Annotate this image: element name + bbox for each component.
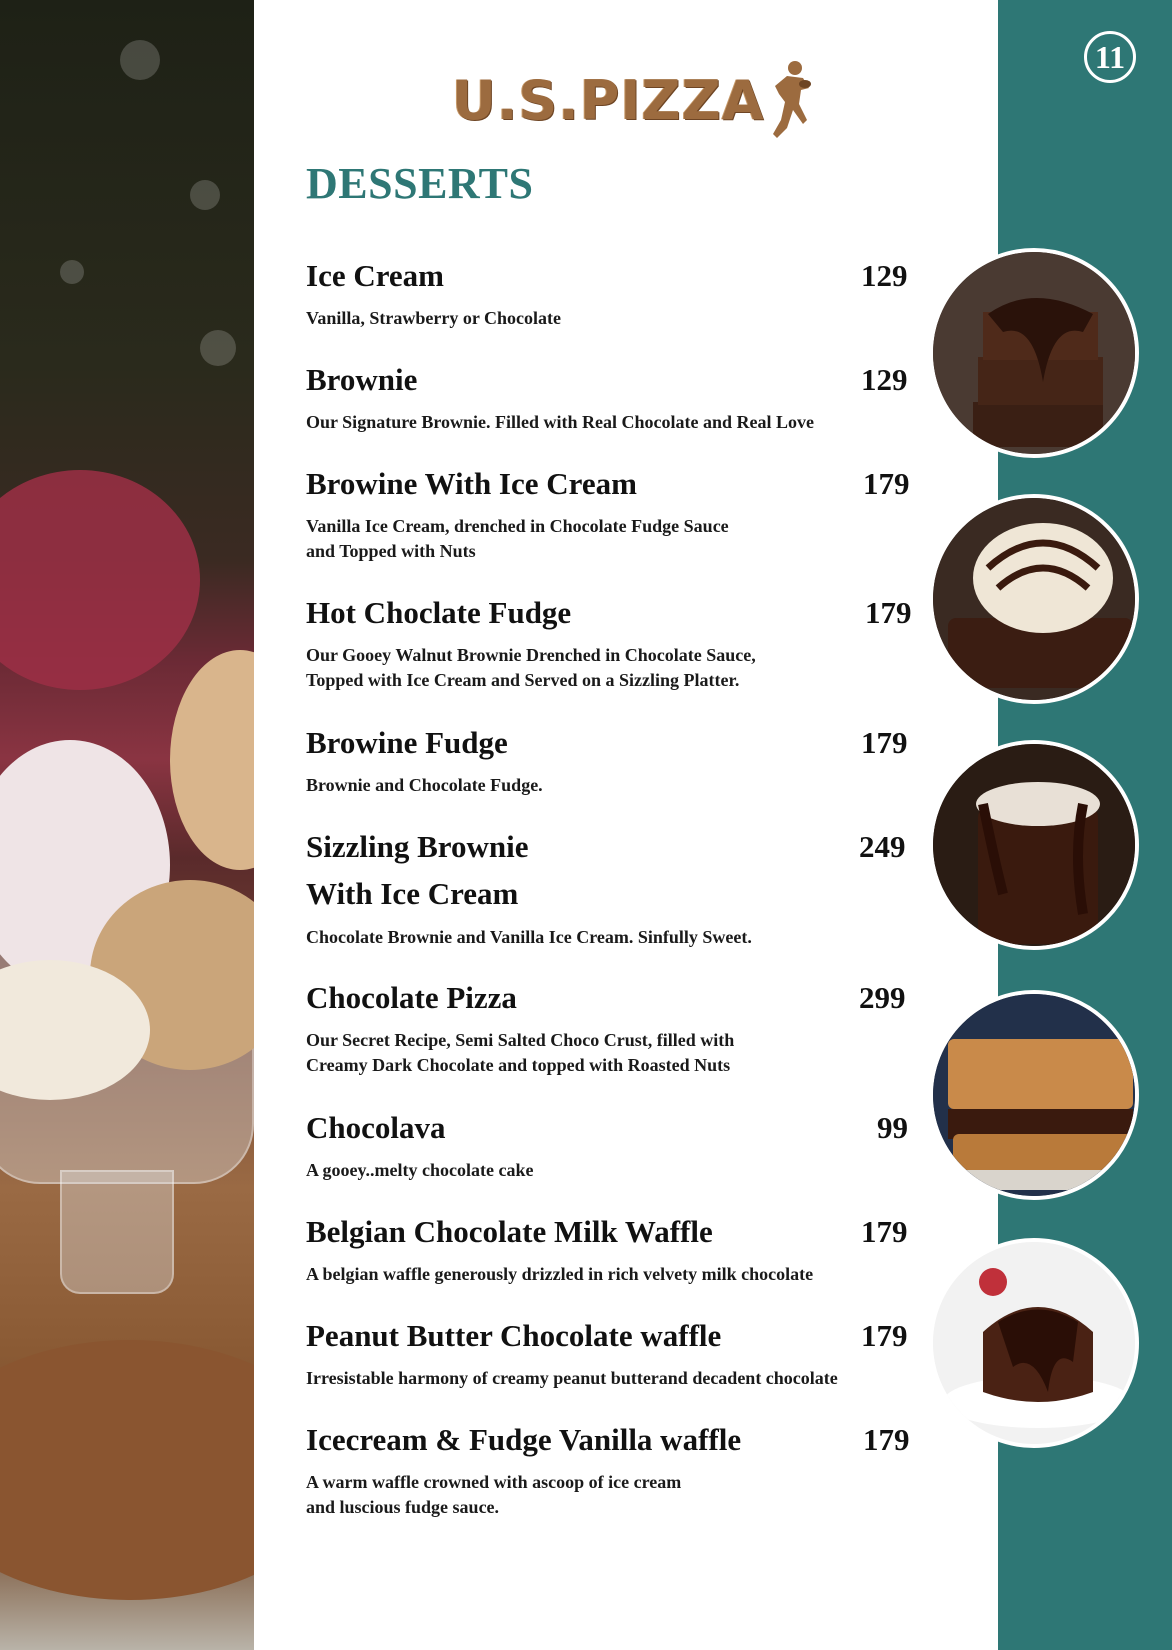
hot-chocolate-fudge-photo: [929, 740, 1139, 950]
item-name: Sizzling Brownie: [306, 829, 529, 864]
ice-cream-sundae-photo: [0, 0, 254, 1650]
item-name: Ice Cream: [306, 258, 445, 293]
item-description: Vanilla Ice Cream, drenched in Chocolate Fudge Sauce: [306, 516, 729, 536]
item-description: A warm waffle crowned with ascoop of ice cream: [306, 1472, 682, 1492]
item-name: Peanut Butter Chocolate waffle: [306, 1318, 722, 1353]
item-name-line2: With Ice Cream: [306, 876, 519, 911]
item-description: Our Secret Recipe, Semi Salted Choco Crust, filled with: [306, 1030, 735, 1050]
item-description-line2: Creamy Dark Chocolate and topped with Roasted Nuts: [306, 1055, 731, 1075]
page-number-badge: 11: [1084, 31, 1136, 83]
brownie-stack-photo: [929, 248, 1139, 458]
item-price: 179: [863, 1422, 910, 1457]
brownie-with-ice-cream-photo: [929, 494, 1139, 704]
item-price: 299: [859, 980, 906, 1015]
chocolate-waffle-photo: [929, 990, 1139, 1200]
item-name: Chocolate Pizza: [306, 980, 517, 1015]
chocolava-illustration: [933, 1242, 1139, 1448]
item-description-line2: Topped with Ice Cream and Served on a Sizzling Platter.: [306, 670, 740, 690]
item-description: A belgian waffle generously drizzled in rich velvety milk chocolate: [306, 1264, 814, 1284]
item-price: 179: [865, 595, 912, 630]
item-name: Chocolava: [306, 1110, 446, 1145]
football-player-icon: [769, 58, 813, 142]
item-price: 179: [861, 1318, 908, 1353]
item-price: 129: [861, 258, 908, 293]
brownie-ice-cream-illustration: [933, 498, 1139, 704]
item-name: Brownie: [306, 362, 418, 397]
item-price: 129: [861, 362, 908, 397]
item-price: 249: [859, 829, 906, 864]
item-description: Irresistable harmony of creamy peanut butterand decadent chocolate: [306, 1368, 838, 1388]
item-name: Browine Fudge: [306, 725, 508, 760]
item-price: 99: [877, 1110, 908, 1145]
item-description-line2: and Topped with Nuts: [306, 541, 476, 561]
item-name: Browine With Ice Cream: [306, 466, 637, 501]
item-description: Our Signature Brownie. Filled with Real Chocolate and Real Love: [306, 412, 815, 432]
item-description-line2: and luscious fudge sauce.: [306, 1497, 500, 1517]
item-price: 179: [861, 725, 908, 760]
item-price: 179: [861, 1214, 908, 1249]
section-title: DESSERTS: [306, 159, 534, 208]
brand-logo: [452, 58, 832, 142]
waffle-illustration: [933, 994, 1139, 1200]
item-description: Brownie and Chocolate Fudge.: [306, 775, 543, 795]
brownie-stack-illustration: [933, 252, 1139, 458]
item-description: Vanilla, Strawberry or Chocolate: [306, 308, 561, 328]
hot-chocolate-illustration: [933, 744, 1139, 950]
item-name: Hot Choclate Fudge: [306, 595, 572, 630]
chocolava-cake-photo: [929, 1238, 1139, 1448]
item-description: A gooey..melty chocolate cake: [306, 1160, 534, 1180]
item-price: 179: [863, 466, 910, 501]
item-description: Chocolate Brownie and Vanilla Ice Cream. Sinfully Sweet.: [306, 927, 752, 947]
brand-logo-text: U.S.PIZZA: [452, 68, 765, 132]
item-name: Belgian Chocolate Milk Waffle: [306, 1214, 713, 1249]
item-name: Icecream & Fudge Vanilla waffle: [306, 1422, 742, 1457]
item-description: Our Gooey Walnut Brownie Drenched in Chocolate Sauce,: [306, 645, 756, 665]
